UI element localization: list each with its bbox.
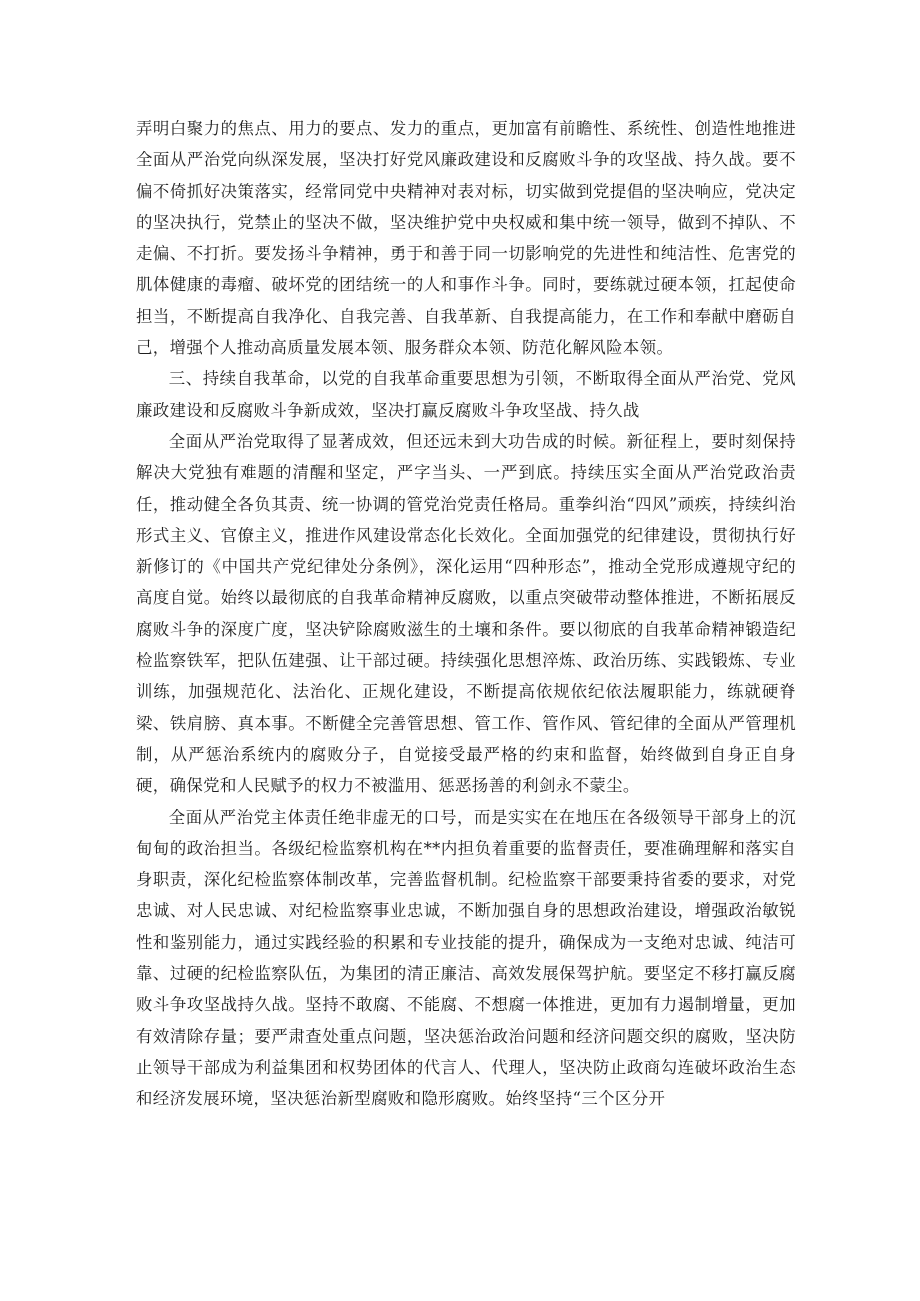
body-paragraph: 全面从严治党主体责任绝非虚无的口号，而是实实在在地压在各级领导干部身上的沉甸甸的政治担当。各级纪检监察机构在**内担负着重要的监督责任，要准确理解和落实自身职责，深化纪检监察体制改革，完善监督机制。纪检监察干部要秉持省委的要求，对党忠诚、对人民忠诚、对纪检监察事业忠诚，不断加强自身的思想政治建设，增强政治敏锐性和鉴别能力，通过实践经验的积累和专业技能的提升，确保成为一支绝对忠诚、纯洁可靠、过硬的纪检监察队伍，为集团的清正廉洁、高效发展保驾护航。要坚定不移打赢反腐败斗争攻坚战持久战。坚持不敢腐、不能腐、不想腐一体推进，更加有力遏制增量，更加有效清除存量；要严肃查处重点问题，坚决惩治政治问题和经济问题交织的腐败，坚决防止领导干部成为利益集团和权势团体的代言人、代理人，坚决防止政商勾连破坏政治生态和经济发展环境，坚决惩治新型腐败和隐形腐败。始终坚持“三个区分开 [136,807,796,1109]
body-paragraph-continued: 弄明白聚力的焦点、用力的要点、发力的重点，更加富有前瞻性、系统性、创造性地推进全面从严治党向纵深发展，坚决打好党风廉政建设和反腐败斗争的攻坚战、持久战。要不偏不倚抓好决策落实，经常同党中央精神对表对标，切实做到党提倡的坚决响应，党决定的坚决执行，党禁止的坚决不做，坚决维护党中央权威和集中统一领导，做到不掉队、不走偏、不打折。要发扬斗争精神，勇于和善于同一切影响党的先进性和纯洁性、危害党的肌体健康的毒瘤、破坏党的团结统一的人和事作斗争。同时，要练就过硬本领，扛起使命担当，不断提高自我净化、自我完善、自我革新、自我提高能力，在工作和奉献中磨砺自己，增强个人推动高质量发展本领、服务群众本领、防范化解风险本领。 [136,119,796,358]
section-heading-three: 三、持续自我革命，以党的自我革命重要思想为引领，不断取得全面从严治党、党风廉政建设和反腐败斗争新成效，坚决打赢反腐败斗争攻坚战、持久战 [136,369,796,420]
document-body [136,113,796,1115]
body-paragraph: 全面从严治党取得了显著成效，但还远未到大功告成的时候。新征程上，要时刻保持解决大党独有难题的清醒和坚定，严字当头、一严到底。持续压实全面从严治党政治责任，推动健全各负其责、统一协调的管党治党责任格局。重拳纠治“四风”顽疾，持续纠治形式主义、官僚主义，推进作风建设常态化长效化。全面加强党的纪律建设，贯彻执行好新修订的《中国共产党纪律处分条例》，深化运用“四种形态”，推动全党形成遵规守纪的高度自觉。始终以最彻底的自我革命精神反腐败，以重点突破带动整体推进，不断拓展反腐败斗争的深度广度，坚决铲除腐败滋生的土壤和条件。要以彻底的自我革命精神锻造纪检监察铁军，把队伍建强、让干部过硬。持续强化思想淬炼、政治历练、实践锻炼、专业训练，加强规范化、法治化、正规化建设，不断提高依规依纪依法履职能力，练就硬脊梁、铁肩膀、真本事。不断健全完善管思想、管工作、管作风、管纪律的全面从严管理机制，从严惩治系统内的腐败分子，自觉接受最严格的约束和监督，始终做到自身正自身硬，确保党和人民赋予的权力不被滥用、惩恶扬善的利剑永不蒙尘。 [136,431,796,796]
